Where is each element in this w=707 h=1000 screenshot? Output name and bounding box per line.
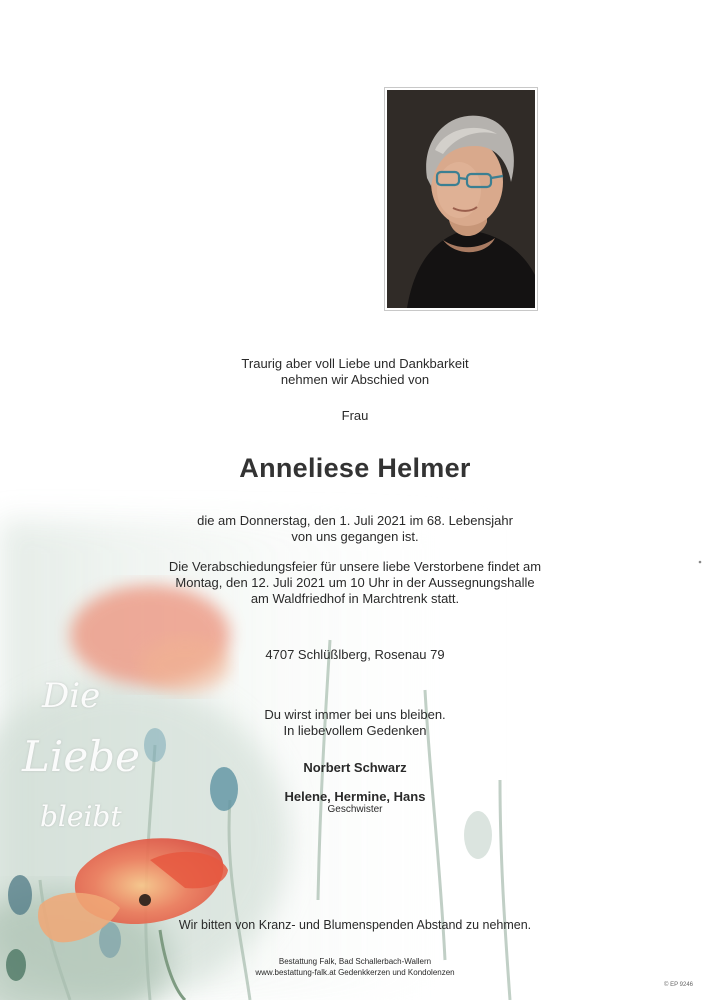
address: 4707 Schlüßlberg, Rosenau 79 <box>265 647 445 662</box>
death-notice-line-1: die am Donnerstag, den 1. Juli 2021 im 68. Lebensjahr <box>197 513 513 528</box>
mourner-name-2: Helene, Hermine, Hans <box>284 789 426 804</box>
artwork-word-liebe: Liebe <box>22 732 140 781</box>
portrait-image <box>387 90 535 308</box>
farewell-line-1: Du wirst immer bei uns bleiben. <box>264 707 446 722</box>
ceremony-line-1: Die Verabschiedungsfeier für unsere liebe Verstorbene findet am <box>168 559 542 574</box>
death-notice-line-2: von uns gegangen ist. <box>291 529 419 544</box>
funeral-home-line-1: Bestattung Falk, Bad Schallerbach-Wallern <box>278 957 432 966</box>
donation-note: Wir bitten von Kranz- und Blumenspenden Abstand zu nehmen. <box>178 918 532 932</box>
salutation: Frau <box>341 408 369 423</box>
intro-line-1: Traurig aber voll Liebe und Dankbarkeit <box>241 356 469 371</box>
funeral-home-line-2: www.bestattung-falk.at Gedenkkerzen und Kondolenzen <box>255 968 455 977</box>
artwork-word-bleibt: bleibt <box>40 800 122 833</box>
ceremony-line-3: am Waldfriedhof in Marchtrenk statt. <box>250 591 460 606</box>
deceased-name: Anneliese Helmer <box>239 453 471 483</box>
ceremony-line-2: Montag, den 12. Juli 2021 um 10 Uhr in der Aussegnungshalle <box>175 575 535 590</box>
artwork-word-die: Die <box>42 676 101 716</box>
mourner-relation-2: Geschwister <box>327 804 383 815</box>
mourner-name-1: Norbert Schwarz <box>303 760 407 775</box>
portrait-photo <box>384 87 538 311</box>
print-code: © EP 9246 <box>664 982 693 988</box>
intro-line-2: nehmen wir Abschied von <box>280 372 430 387</box>
farewell-line-2: In liebevollem Gedenken <box>283 723 427 738</box>
